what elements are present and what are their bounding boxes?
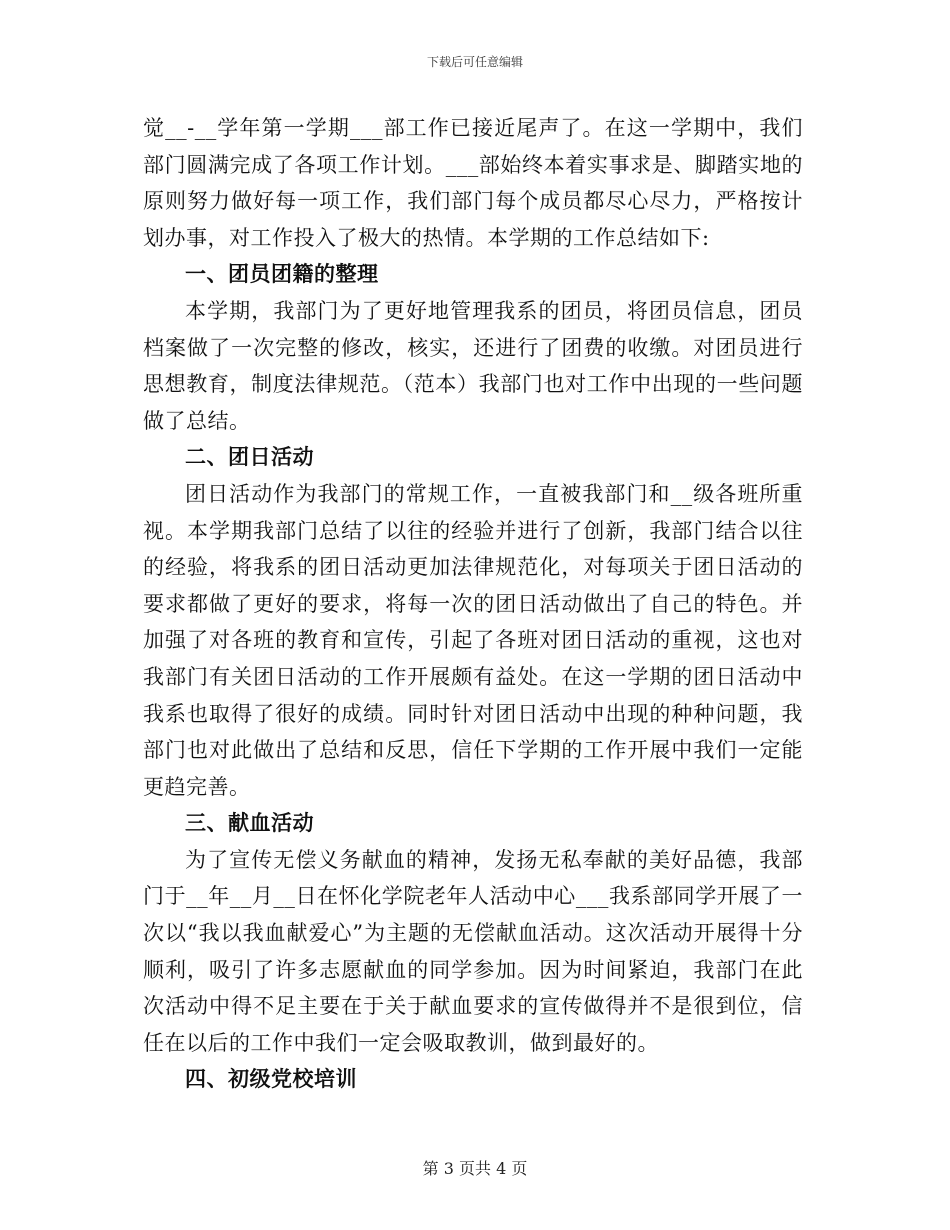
section-heading-1: 一、团员团籍的整理 bbox=[185, 262, 379, 287]
section-heading-2: 二、团日活动 bbox=[185, 445, 314, 470]
section-heading-3: 三、献血活动 bbox=[185, 811, 314, 836]
section-heading-4: 四、初级党校培训 bbox=[185, 1067, 357, 1092]
section-paragraph-1: 本学期，我部门为了更好地管理我系的团员，将团员信息，团员档案做了一次完整的修改，核实，还进行了团费的收缴。对团员进行思想教育，制度法律规范。（范本）我部门也对工作中出现的一些问题做了总结。 bbox=[143, 298, 803, 433]
section-paragraph-2: 团日活动作为我部门的常规工作，一直被我部门和__级各班所重视。本学期我部门总结了以往的经验并进行了创新，我部门结合以往的经验，将我系的团日活动更加法律规范化，对每项关于团日活动的要求都做了更好的要求，将每一次的团日活动做出了自己的特色。并加强了对各班的教育和宣传，引起了各班对团日活动的重视，这也对我部门有关团日活动的工作开展颇有益处。在这一学期的团日活动中我系也取得了很好的成绩。同时针对团日活动中出现的种种问题，我部门也对此做出了总结和反思，信任下学期的工作开展中我们一定能更趋完善。 bbox=[143, 481, 803, 799]
intro-paragraph: 觉__-__学年第一学期___部工作已接近尾声了。在这一学期中，我们部门圆满完成了各项工作计划。___部始终本着实事求是、脚踏实地的原则努力做好每一项工作，我们部门每个成员都尽心尽力，严格按计划办事，对工作投入了极大的热情。本学期的工作总结如下: bbox=[143, 116, 803, 250]
page-header: 下载后可任意编辑 bbox=[426, 55, 523, 69]
section-paragraph-3: 为了宣传无偿义务献血的精神，发扬无私奉献的美好品德，我部门于__年__月__日在怀化学院老年人活动中心___我系部同学开展了一次以“我以我血献爱心”为主题的无偿献血活动。这次活动开展得十分顺利，吸引了许多志愿献血的同学参加。因为时间紧迫，我部门在此次活动中得不足主要在于关于献血要求的宣传做得并不是很到位，信任在以后的工作中我们一定会吸取教训，做到最好的。 bbox=[143, 847, 803, 1055]
document-body bbox=[143, 110, 803, 1098]
page-number: 第 3 页共 4 页 bbox=[422, 1159, 528, 1178]
